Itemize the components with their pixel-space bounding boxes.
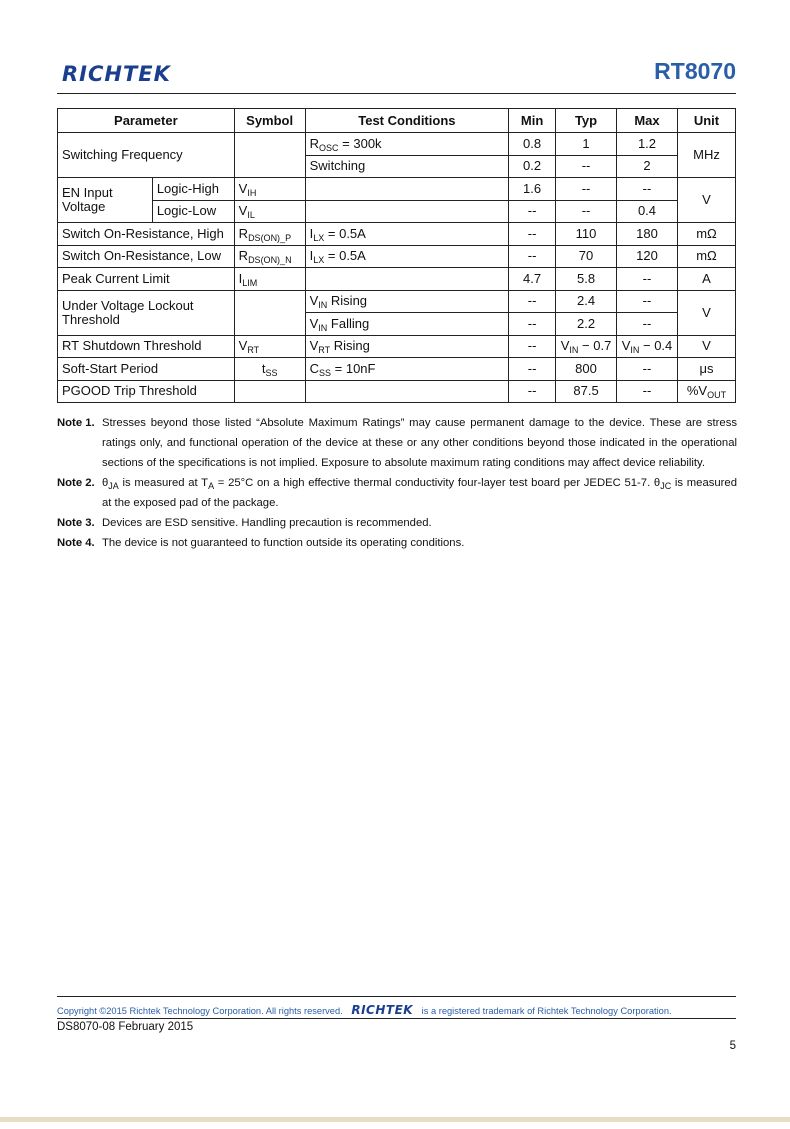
- max-cell: --: [617, 290, 678, 313]
- param-cell: Peak Current Limit: [58, 268, 235, 291]
- footer-copyright: [57, 1003, 737, 1017]
- condition-cell: $R_{OSC} = 300k$: [305, 133, 508, 156]
- trademark-text: is a registered trademark of Richtek Technology Corporation.: [421, 1006, 672, 1016]
- symbol-cell: $R_{DS(ON)\_N}$: [234, 245, 305, 268]
- min-cell: --: [509, 290, 556, 313]
- condition-cell: [305, 268, 508, 291]
- header-symbol: Symbol: [234, 109, 305, 133]
- note-text: The device is not guaranteed to function outside its operating conditions.: [102, 537, 465, 549]
- unit-cell: mΩ: [677, 245, 735, 268]
- max-cell: 0.4: [617, 200, 678, 223]
- max-cell: --: [617, 313, 678, 336]
- max-cell: $V_{IN} - 0.4$: [617, 335, 678, 358]
- symbol-cell: [234, 380, 305, 403]
- header-max: Max: [617, 109, 678, 133]
- min-cell: --: [509, 223, 556, 246]
- typ-cell: 5.8: [556, 268, 617, 291]
- max-cell: --: [617, 268, 678, 291]
- header-parameter: Parameter: [58, 109, 235, 133]
- condition-cell: [305, 200, 508, 223]
- note-3: [57, 513, 737, 533]
- table-row: [58, 358, 736, 381]
- symbol-cell: [234, 133, 305, 178]
- symbol-cell: [234, 290, 305, 335]
- unit-cell: V: [677, 335, 735, 358]
- condition-cell: [305, 178, 508, 201]
- min-cell: --: [509, 380, 556, 403]
- table-header-row: [58, 109, 736, 133]
- typ-cell: --: [556, 155, 617, 178]
- min-cell: --: [509, 200, 556, 223]
- min-cell: --: [509, 358, 556, 381]
- param-cell: RT Shutdown Threshold: [58, 335, 235, 358]
- unit-cell: A: [677, 268, 735, 291]
- copyright-text: Copyright ©2015 Richtek Technology Corporation. All rights reserved.: [57, 1006, 343, 1016]
- header-divider: [57, 93, 736, 94]
- symbol-cell: $t_{SS}$: [234, 358, 305, 381]
- note-label: Note 1.: [57, 417, 95, 429]
- param-cell: Switch On-Resistance, High: [58, 223, 235, 246]
- unit-cell: μs: [677, 358, 735, 381]
- table-row: [58, 223, 736, 246]
- note-4: [57, 533, 737, 553]
- page-bottom-band: [0, 1117, 790, 1122]
- header-min: Min: [509, 109, 556, 133]
- table-row: [58, 290, 736, 313]
- note-2: [57, 473, 737, 513]
- param-cell: Switching Frequency: [58, 133, 235, 178]
- min-cell: --: [509, 245, 556, 268]
- min-cell: 1.6: [509, 178, 556, 201]
- max-cell: 120: [617, 245, 678, 268]
- condition-cell: $V_{RT}$ Rising: [305, 335, 508, 358]
- param-cell: Switch On-Resistance, Low: [58, 245, 235, 268]
- min-cell: 4.7: [509, 268, 556, 291]
- symbol-cell: $R_{DS(ON)\_P}$: [234, 223, 305, 246]
- typ-cell: 2.4: [556, 290, 617, 313]
- symbol-cell: $V_{IH}$: [234, 178, 305, 201]
- table-row: [58, 380, 736, 403]
- subparam-cell: Logic-Low: [152, 200, 234, 223]
- max-cell: --: [617, 380, 678, 403]
- typ-cell: 110: [556, 223, 617, 246]
- param-cell: EN Input Voltage: [58, 178, 153, 223]
- max-cell: --: [617, 358, 678, 381]
- min-cell: --: [509, 313, 556, 336]
- unit-cell: V: [677, 178, 735, 223]
- max-cell: 2: [617, 155, 678, 178]
- max-cell: --: [617, 178, 678, 201]
- typ-cell: 2.2: [556, 313, 617, 336]
- condition-cell: $C_{SS} = 10nF$: [305, 358, 508, 381]
- typ-cell: 1: [556, 133, 617, 156]
- max-cell: 1.2: [617, 133, 678, 156]
- param-cell: PGOOD Trip Threshold: [58, 380, 235, 403]
- footer-logo: RICHTEK: [351, 1003, 414, 1017]
- header-test-conditions: Test Conditions: [305, 109, 508, 133]
- typ-cell: --: [556, 200, 617, 223]
- table-row: [58, 245, 736, 268]
- note-text: Devices are ESD sensitive. Handling precaution is recommended.: [102, 517, 432, 529]
- notes-section: [57, 413, 737, 553]
- typ-cell: 87.5: [556, 380, 617, 403]
- table-row: [58, 268, 736, 291]
- condition-cell: $I_{LX} = 0.5A$: [305, 245, 508, 268]
- header-typ: Typ: [556, 109, 617, 133]
- typ-cell: 70: [556, 245, 617, 268]
- symbol-cell: $I_{LIM}$: [234, 268, 305, 291]
- unit-cell: V: [677, 290, 735, 335]
- max-cell: 180: [617, 223, 678, 246]
- note-label: Note 2.: [57, 477, 95, 489]
- subparam-cell: Logic-High: [152, 178, 234, 201]
- typ-cell: --: [556, 178, 617, 201]
- min-cell: 0.2: [509, 155, 556, 178]
- note-text: $\theta_{JA}$ is measured at $T_A = 25^\circ C$ on a high effective thermal conductivity four-layer test board per JEDEC 51-7. $\theta_{JC}$ is measured at the exposed pad of the package.: [102, 477, 737, 509]
- condition-cell: Switching: [305, 155, 508, 178]
- page-number: 5: [729, 1040, 736, 1052]
- table-row: [58, 133, 736, 156]
- richtek-logo: RICHTEK: [62, 62, 171, 86]
- typ-cell: 800: [556, 358, 617, 381]
- unit-cell: mΩ: [677, 223, 735, 246]
- part-number: RT8070: [654, 58, 736, 84]
- min-cell: 0.8: [509, 133, 556, 156]
- table-row: [58, 335, 736, 358]
- electrical-characteristics-table: [57, 108, 736, 403]
- table-row: [58, 178, 736, 201]
- condition-cell: $V_{IN}$ Rising: [305, 290, 508, 313]
- header-unit: Unit: [677, 109, 735, 133]
- min-cell: --: [509, 335, 556, 358]
- note-text: Stresses beyond those listed “Absolute Maximum Ratings” may cause permanent damage to the device. These are stress ratings only, and functional operation of the device at these or any other conditions beyond those indicated in the operational sections of the specifications is not implied. Exposure to absolute maximum rating conditions may affect device reliability.: [102, 417, 737, 469]
- note-label: Note 3.: [57, 517, 95, 529]
- unit-cell: MHz: [677, 133, 735, 178]
- symbol-cell: $V_{IL}$: [234, 200, 305, 223]
- symbol-cell: $V_{RT}$: [234, 335, 305, 358]
- condition-cell: $I_{LX} = 0.5A$: [305, 223, 508, 246]
- condition-cell: [305, 380, 508, 403]
- param-cell: Soft-Start Period: [58, 358, 235, 381]
- document-id: DS8070-08 February 2015: [57, 1021, 194, 1033]
- param-cell: Under Voltage Lockout Threshold: [58, 290, 235, 335]
- typ-cell: $V_{IN} - 0.7$: [556, 335, 617, 358]
- condition-cell: $V_{IN}$ Falling: [305, 313, 508, 336]
- table-row: [58, 200, 736, 223]
- footer-divider-top: [57, 996, 736, 997]
- note-1: [57, 413, 737, 473]
- unit-cell: $\%V_{OUT}$: [677, 380, 735, 403]
- note-label: Note 4.: [57, 537, 95, 549]
- footer-divider-bottom: [57, 1018, 736, 1019]
